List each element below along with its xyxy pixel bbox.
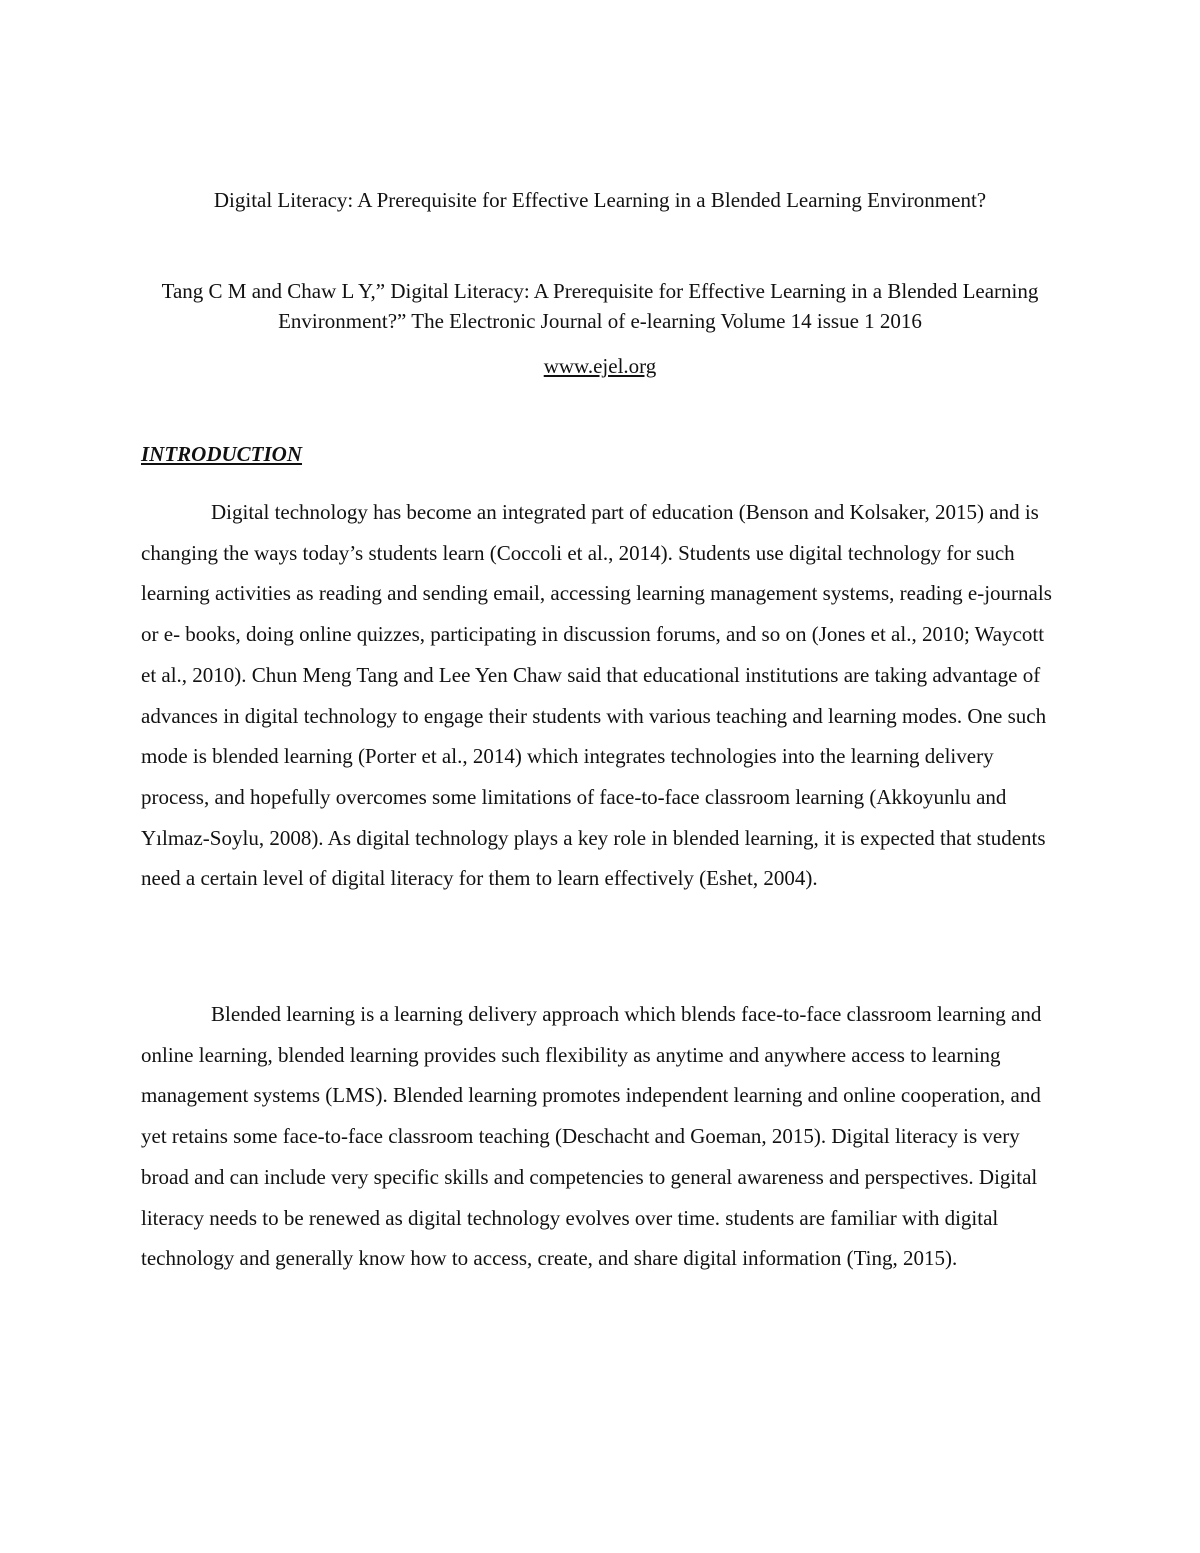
section-heading: INTRODUCTION (141, 442, 303, 466)
paragraph: Blended learning is a learning delivery approach which blends face-to-face classroom learning and online learning, blended learning provides such flexibility as anytime and anywhere access to learning management systems (LMS). Blended learning promotes independent learning and online cooperation, and yet retains some face-to-face classroom teaching (Deschacht and Goeman, 2015). Digital literacy is very broad and can include very specific skills and competencies to general awareness and perspectives. Digital literacy needs to be renewed as digital technology evolves over time. students are familiar with digital technology and generally know how to access, create, and share digital information (Ting, 2015). (141, 1002, 1042, 1271)
document-title: Digital Literacy: A Prerequisite for Effective Learning in a Blended Learning Environment? (213, 188, 987, 212)
citation: Tang C M and Chaw L Y,” Digital Literacy: A Prerequisite for Effective Learning in a Blended Learning Environment?” The Electronic Journal of e-learning Volume 14 issue 1 2016 (161, 279, 1039, 333)
website-line (0, 352, 1200, 380)
paragraph: Digital technology has become an integrated part of education (Benson and Kolsaker, 2015) and is changing the ways today’s students learn (Coccoli et al., 2014). Students use digital technology for such learning activities as reading and sending email, accessing learning management systems, reading e-journals or e- books, doing online quizzes, participating in discussion forums, and so on (Jones et al., 2010; Waycott et al., 2010). Chun Meng Tang and Lee Yen Chaw said that educational institutions are taking advantage of advances in digital technology to engage their students with various teaching and learning modes. One such mode is blended learning (Porter et al., 2014) which integrates technologies into the learning delivery process, and hopefully overcomes some limitations of face-to-face classroom learning (Akkoyunlu and Yılmaz-Soylu, 2008). As digital technology plays a key role in blended learning, it is expected that students need a certain level of digital literacy for them to learn effectively (Eshet, 2004). (141, 500, 1052, 891)
website-link[interactable]: www.ejel.org (543, 354, 657, 378)
